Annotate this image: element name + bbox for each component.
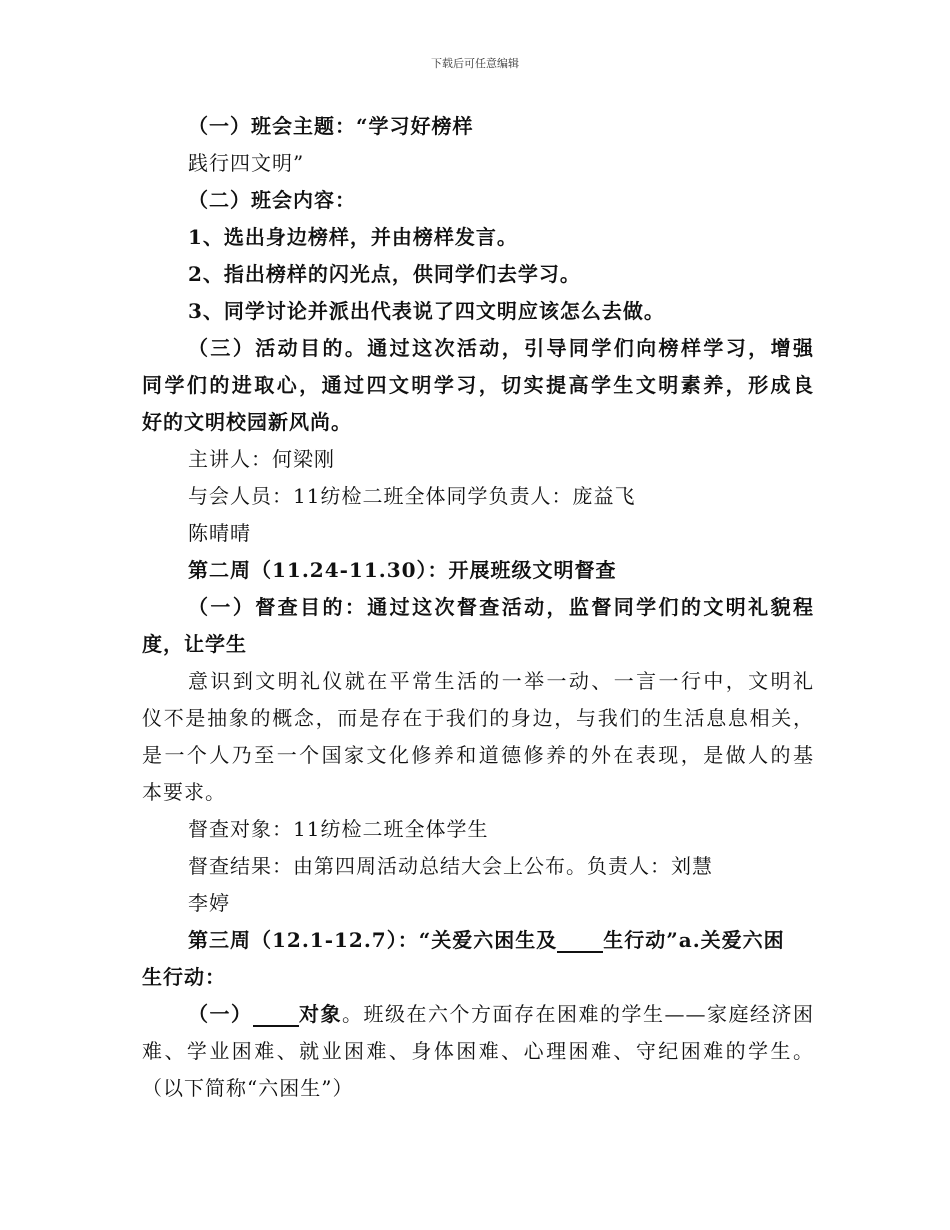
responsible-person-line: 陈晴晴 <box>188 521 251 545</box>
target-description: 。班级在六个方面存在困难的学生——家庭经济困 <box>342 1002 814 1026</box>
inspection-purpose-line-1: （一）督查目的：通过这次督查活动，监督同学们的文明礼貌程 <box>188 595 814 619</box>
meeting-content-heading: （二）班会内容： <box>188 188 356 212</box>
target-label: 对象 <box>298 1002 342 1026</box>
attendees-line: 与会人员：11纺检二班全体同学负责人：庞益飞 <box>188 484 636 508</box>
week-3-heading <box>142 922 814 959</box>
week-3-heading-continuation: 生行动： <box>142 965 226 989</box>
meeting-theme-heading: （一）班会主题：“学习好榜样 <box>188 114 474 138</box>
target-line-1 <box>142 996 814 1033</box>
etiquette-paragraph-line-4: 本要求。 <box>142 780 226 804</box>
target-line-2: 难、学业困难、就业困难、身体困难、心理困难、守纪困难的学生。 <box>142 1039 814 1063</box>
inspection-target-line: 督查对象：11纺检二班全体学生 <box>188 817 489 841</box>
blank-underline <box>557 929 603 953</box>
target-line-3: （以下简称“六困生”） <box>142 1076 354 1100</box>
target-label-prefix: （一） <box>188 1002 253 1026</box>
week-2-heading: 第二周（11.24-11.30）：开展班级文明督查 <box>188 558 617 582</box>
week-3-heading-part-1: 第三周（12.1-12.7）：“关爱六困生及 <box>188 928 558 952</box>
activity-purpose-line-3: 好的文明校园新风尚。 <box>142 410 352 434</box>
content-item-2: 2、指出榜样的闪光点，供同学们去学习。 <box>188 262 581 286</box>
speaker-line: 主讲人：何梁刚 <box>188 447 335 471</box>
content-item-3: 3、同学讨论并派出代表说了四文明应该怎么去做。 <box>188 299 665 323</box>
document-body <box>142 108 814 1107</box>
etiquette-paragraph-line-3: 是一个人乃至一个国家文化修养和道德修养的外在表现，是做人的基 <box>142 743 814 767</box>
activity-purpose-line-1: （三）活动目的。通过这次活动，引导同学们向榜样学习，增强 <box>188 336 814 360</box>
etiquette-paragraph-line-2: 仪不是抽象的概念，而是存在于我们的身边，与我们的生活息息相关， <box>142 706 814 730</box>
page-header: 下载后可任意编辑 <box>431 57 519 70</box>
blank-underline-2 <box>253 1003 299 1027</box>
week-3-heading-part-2: 生行动”a.关爱六困 <box>603 928 785 952</box>
meeting-theme-continuation: 践行四文明” <box>188 151 305 175</box>
etiquette-paragraph-line-1: 意识到文明礼仪就在平常生活的一举一动、一言一行中，文明礼 <box>188 669 814 693</box>
content-item-1: 1、选出身边榜样，并由榜样发言。 <box>188 225 518 249</box>
responsible-person-line-2: 李婷 <box>188 891 230 915</box>
inspection-result-line: 督查结果：由第四周活动总结大会上公布。负责人：刘慧 <box>188 854 713 878</box>
activity-purpose-line-2: 同学们的进取心，通过四文明学习，切实提高学生文明素养，形成良 <box>142 373 814 397</box>
inspection-purpose-line-2: 度，让学生 <box>142 632 247 656</box>
